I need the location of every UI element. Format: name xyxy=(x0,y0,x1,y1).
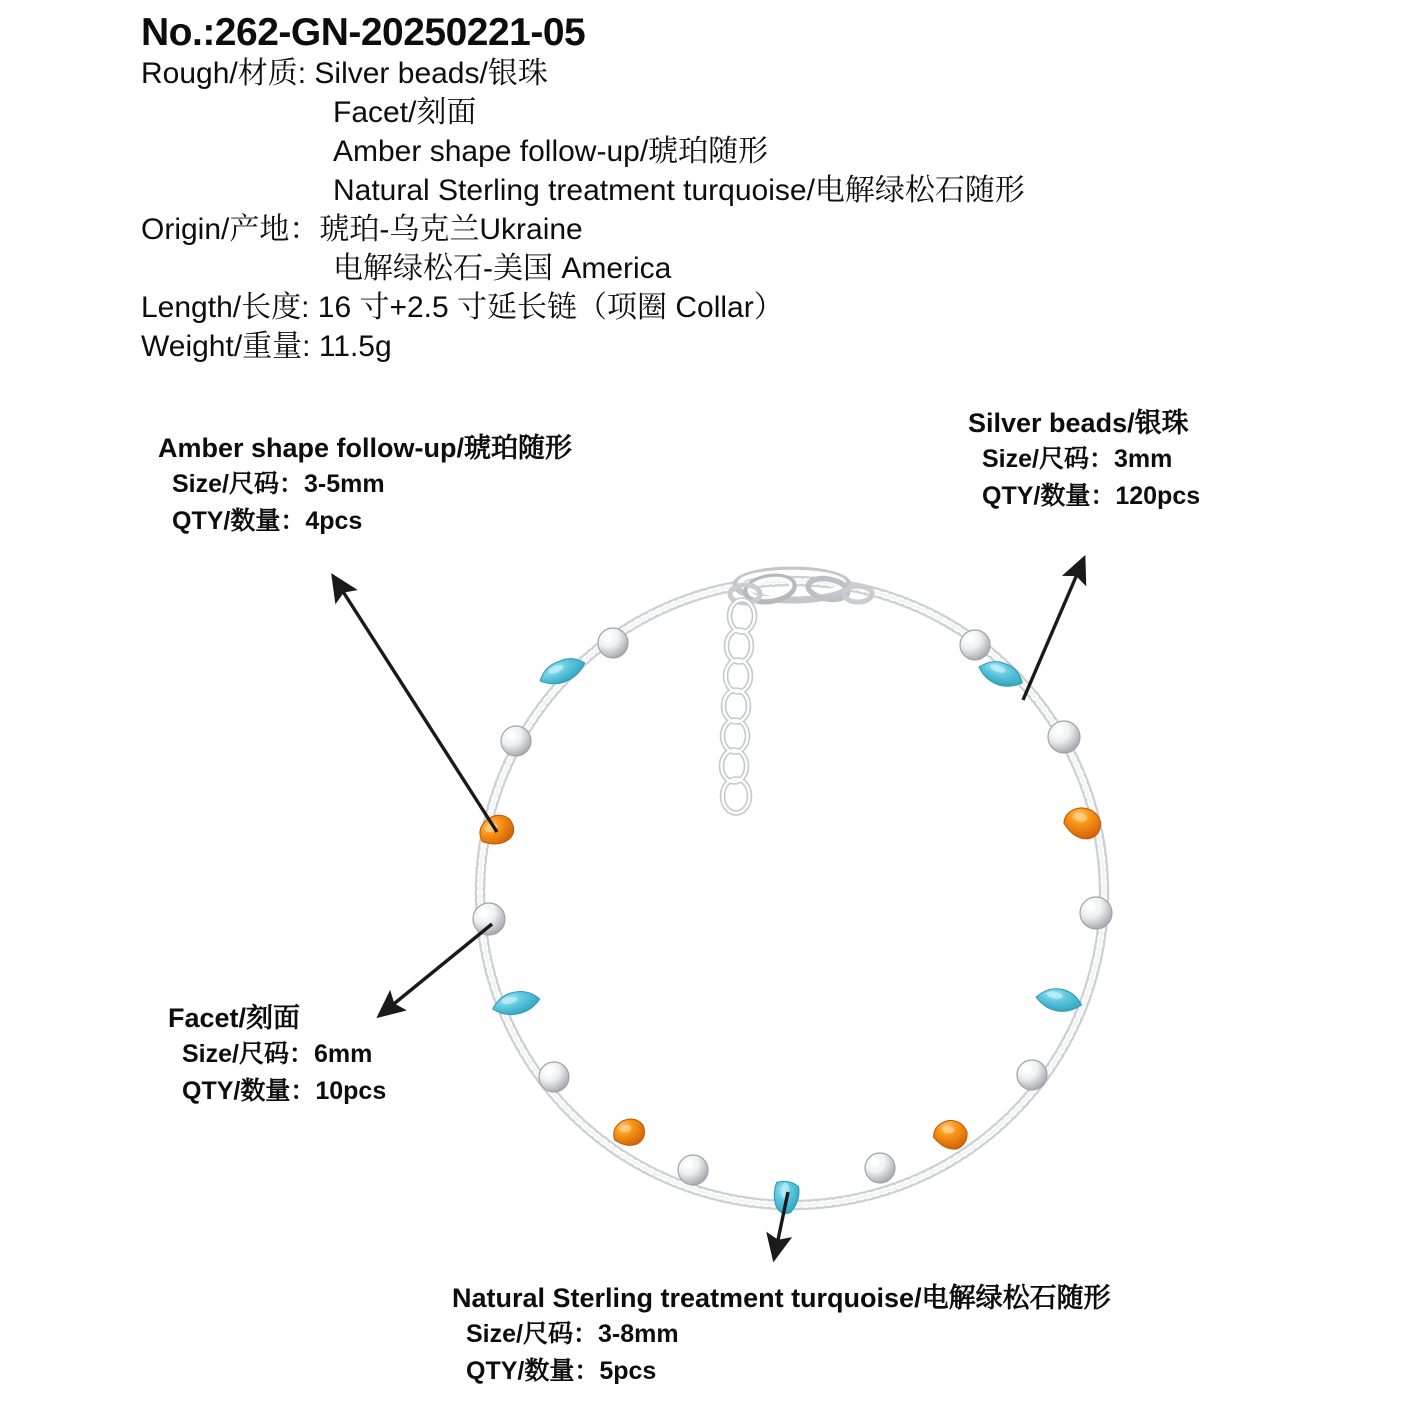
callout-turquoise-qty: QTY/数量：5pcs xyxy=(466,1357,657,1385)
facet-arrow xyxy=(379,924,492,1016)
callout-amber-title: Amber shape follow-up/琥珀随形 xyxy=(158,433,573,463)
spec-line-facet: Facet/刻面 xyxy=(333,96,477,130)
spec-line-length: Length/长度: 16 寸+2.5 寸延长链（项圈 Collar） xyxy=(141,291,784,325)
callout-amber-qty: QTY/数量：4pcs xyxy=(172,507,363,535)
lobster-clasp xyxy=(730,570,872,605)
callout-facet xyxy=(168,1000,386,1110)
silver-arrow xyxy=(1023,558,1084,700)
specification-block xyxy=(141,12,1141,366)
spec-line-rough: Rough/材质: Silver beads/银珠 xyxy=(141,57,548,91)
callout-facet-size: Size/尺码：6mm xyxy=(182,1040,373,1068)
callout-facet-title: Facet/刻面 xyxy=(168,1003,301,1033)
necklace-strand xyxy=(473,570,1112,1214)
callout-silver-title: Silver beads/银珠 xyxy=(968,408,1189,438)
amber-beads xyxy=(475,804,1104,1152)
callout-amber-size: Size/尺码：3-5mm xyxy=(172,470,385,498)
spec-line-origin: Origin/产地：琥珀-乌克兰Ukraine xyxy=(141,213,583,247)
callout-turquoise-title: Natural Sterling treatment turquoise/电解绿松石随形 xyxy=(452,1283,1111,1313)
callout-silver-qty: QTY/数量：120pcs xyxy=(982,482,1201,510)
callout-amber xyxy=(158,430,572,540)
item-number: No.:262-GN-20250221-05 xyxy=(141,11,586,54)
callout-silver-size: Size/尺码：3mm xyxy=(982,445,1173,473)
spec-line-origin-2: 电解绿松石-美国 America xyxy=(333,252,672,286)
callout-turquoise xyxy=(452,1280,1111,1390)
spec-line-weight: Weight/重量: 11.5g xyxy=(141,330,392,364)
callout-arrows xyxy=(333,558,1084,1259)
callout-turquoise-size: Size/尺码：3-8mm xyxy=(466,1320,679,1348)
extension-chain-highlight xyxy=(722,600,755,813)
silver-seed-bead-chain xyxy=(480,581,1104,1205)
turquoise-beads xyxy=(490,653,1083,1215)
callout-silver-beads xyxy=(968,405,1200,515)
spec-line-turquoise: Natural Sterling treatment turquoise/电解绿松石随形 xyxy=(333,174,1025,208)
extension-chain xyxy=(722,600,755,813)
facet-beads xyxy=(473,628,1112,1185)
amber-arrow xyxy=(333,576,497,832)
turquoise-arrow xyxy=(774,1192,788,1259)
callout-facet-qty: QTY/数量：10pcs xyxy=(182,1077,387,1105)
spec-line-amber: Amber shape follow-up/琥珀随形 xyxy=(333,135,769,169)
